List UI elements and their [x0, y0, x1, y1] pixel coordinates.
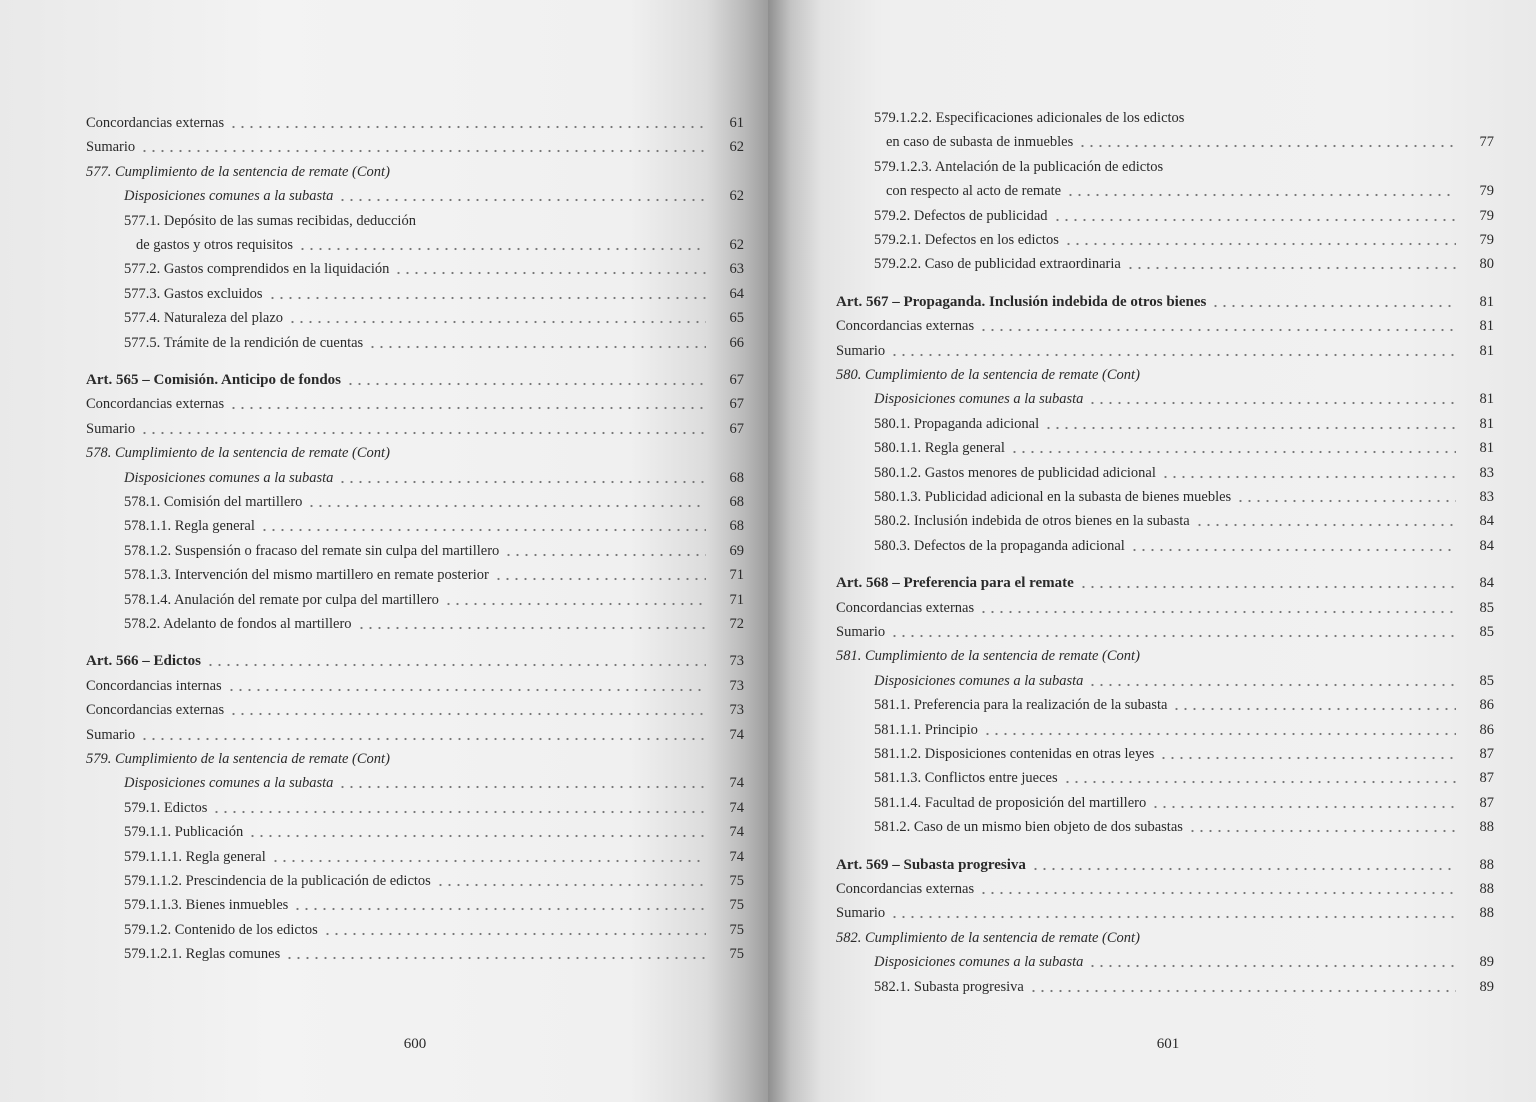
toc-entry: [86, 391, 744, 413]
toc-entry-title: 580.1.1. Regla general: [874, 440, 1005, 457]
toc-entry-page: 67: [729, 420, 744, 437]
dot-leader: [293, 897, 706, 911]
toc-entry-page: 89: [1479, 954, 1494, 971]
toc-entry-title: Art. 566 – Edictos: [86, 653, 201, 670]
toc-entry: [836, 717, 1494, 739]
toc-entry-title: 579.1.2.3. Antelación de la publicación de edictos: [874, 158, 1164, 175]
toc-entry-title: 582.1. Subasta progresiva: [874, 978, 1024, 995]
dot-leader: [394, 261, 706, 275]
toc-entry: [86, 305, 744, 327]
toc-entry-page: 74: [729, 775, 744, 792]
toc-entry: [836, 852, 1494, 874]
toc-entry: [86, 465, 744, 487]
toc-entry-title: 579.1.2.1. Reglas comunes: [124, 946, 281, 963]
toc-entry-page: 85: [1479, 624, 1494, 640]
toc-entry-page: 89: [1479, 978, 1494, 995]
dot-leader: [346, 372, 706, 386]
toc-entry-title: 580.1. Propaganda adicional: [874, 415, 1040, 432]
toc-entry: [836, 386, 1494, 408]
toc-entry-title: 578.1.2. Suspensión o fracaso del remate sin culpa del martillero: [124, 542, 500, 559]
toc-entry-title: Concordancias internas: [86, 677, 222, 694]
toc-entry: [86, 941, 744, 963]
toc-entry-page: 67: [729, 372, 744, 388]
toc-entry: [86, 367, 744, 389]
toc-entry-title: 579. Cumplimiento de la sentencia de remate (Cont): [86, 751, 390, 767]
dot-leader: [1195, 513, 1456, 527]
toc-entry-title: 579.2.1. Defectos en los edictos: [874, 232, 1059, 248]
toc-entry-page: 88: [1479, 819, 1494, 836]
toc-entry-page: 84: [1479, 575, 1494, 592]
toc-entry-title: 581.1.1. Principio: [874, 721, 978, 738]
toc-entry-page: 68: [729, 494, 744, 510]
toc-entry-title: 579.1.2.2. Especificaciones adicionales de los edictos: [874, 110, 1185, 126]
toc-entry: [836, 411, 1494, 433]
toc-entry-title: Sumario: [836, 905, 886, 922]
toc-entry: [836, 790, 1494, 812]
right-page: [768, 0, 1536, 1102]
dot-leader: [979, 318, 1456, 332]
toc-entry-title: Concordancias externas: [836, 881, 975, 897]
toc-entry-page: 81: [1479, 293, 1494, 310]
toc-entry: [86, 917, 744, 939]
toc-entry: [86, 562, 744, 584]
toc-entry: [86, 892, 744, 914]
toc-entry: [836, 814, 1494, 836]
toc-entry-page: 74: [729, 726, 744, 743]
dot-leader: [260, 518, 706, 532]
toc-entry-page: 88: [1479, 881, 1494, 897]
toc-entry-title: 578.1.1. Regla general: [124, 518, 255, 535]
toc-entry-title: 582. Cumplimiento de la sentencia de remate (Cont): [836, 929, 1140, 946]
toc-entry: [86, 489, 744, 511]
toc-entry: [836, 289, 1494, 311]
dot-leader: [890, 343, 1456, 357]
dot-leader: [1159, 746, 1456, 760]
toc-entry-title: Disposiciones comunes a la subasta: [874, 954, 1084, 971]
toc-entry: [86, 868, 744, 890]
dot-leader: [271, 849, 706, 863]
toc-entry: [86, 673, 744, 695]
dot-leader: [368, 335, 706, 349]
toc-entry: [86, 819, 744, 841]
dot-leader: [229, 396, 706, 410]
toc-entry-title: 579.1.2. Contenido de los edictos: [124, 921, 318, 938]
toc-entry-title: Disposiciones comunes a la subasta: [874, 672, 1084, 689]
dot-leader: [1066, 183, 1456, 197]
toc-entry-title: 580.2. Inclusión indebida de otros bienes en la subasta: [874, 513, 1190, 530]
toc-entry: [836, 949, 1494, 971]
toc-entry-page: 71: [729, 567, 744, 584]
toc-entry-page: 79: [1479, 232, 1494, 248]
toc-entry: [836, 460, 1494, 482]
dot-leader: [1029, 979, 1456, 993]
toc-entry-title: Concordancias externas: [86, 396, 225, 413]
dot-leader: [229, 702, 706, 716]
toc-entry-title: Art. 568 – Preferencia para el remate: [836, 575, 1074, 592]
toc-entry: [836, 338, 1494, 360]
toc-entry-title: Art. 565 – Comisión. Anticipo de fondos: [86, 372, 342, 388]
dot-leader: [298, 237, 706, 251]
toc-entry: [836, 974, 1494, 996]
toc-entry-title: Disposiciones comunes a la subasta: [124, 188, 334, 205]
dot-leader: [1078, 134, 1456, 148]
toc-entry: [836, 533, 1494, 555]
toc-entry-page: 80: [1479, 256, 1494, 273]
toc-entry: [86, 648, 744, 670]
toc-entry-title: 577.1. Depósito de las sumas recibidas, deducción: [124, 212, 416, 229]
dot-leader: [1126, 256, 1456, 270]
toc-entry: [86, 330, 744, 352]
toc-entry: [86, 611, 744, 633]
toc-entry-title: con respecto al acto de remate: [886, 183, 1062, 200]
dot-leader: [494, 567, 706, 581]
dot-leader: [1172, 697, 1456, 711]
toc-entry-title: Sumario: [86, 726, 136, 743]
toc-entry: [836, 251, 1494, 273]
toc-entry: [836, 178, 1494, 200]
toc-entry: [86, 697, 744, 719]
toc-entry-title: 579.1.1.3. Bienes inmuebles: [124, 897, 289, 914]
toc-entry: [86, 587, 744, 609]
dot-leader: [1044, 416, 1456, 430]
dot-leader: [979, 600, 1456, 614]
toc-entry-page: 71: [729, 591, 744, 608]
toc-entry: [86, 134, 744, 156]
toc-entry-page: 84: [1479, 537, 1494, 554]
toc-entry-title: Disposiciones comunes a la subasta: [124, 469, 334, 486]
dot-leader: [140, 727, 706, 741]
dot-leader: [206, 653, 706, 667]
toc-entry-page: 75: [729, 946, 744, 963]
toc-entry-page: 66: [729, 334, 744, 351]
dot-leader: [288, 310, 706, 324]
toc-entry: [86, 110, 744, 132]
toc-entry: [86, 844, 744, 866]
toc-entry-page: 85: [1479, 599, 1494, 616]
toc-entry-title: 577. Cumplimiento de la sentencia de remate (Cont): [86, 163, 390, 180]
dot-leader: [140, 139, 706, 153]
toc-entry-title: 580.3. Defectos de la propaganda adicional: [874, 537, 1125, 554]
toc-entry-title: 581.2. Caso de un mismo bien objeto de dos subastas: [874, 819, 1183, 836]
dot-leader: [285, 946, 706, 960]
toc-entry: [836, 129, 1494, 151]
toc-entry-page: 86: [1479, 697, 1494, 714]
toc-entry-title: Disposiciones comunes a la subasta: [124, 775, 334, 792]
toc-entry: [86, 232, 744, 254]
dot-leader: [1130, 538, 1456, 552]
dot-leader: [1236, 489, 1456, 503]
toc-entry-title: 581.1.4. Facultad de proposición del martillero: [874, 794, 1147, 811]
toc-entry-page: 81: [1479, 318, 1494, 335]
dot-leader: [338, 470, 706, 484]
dot-leader: [1088, 391, 1456, 405]
toc-entry: [86, 722, 744, 744]
dot-leader: [1064, 232, 1456, 246]
toc-entry-page: 83: [1479, 464, 1494, 481]
toc-entry-title: 580.1.3. Publicidad adicional en la subasta de bienes muebles: [874, 489, 1232, 505]
toc-entry: [86, 770, 744, 792]
toc-entry-title: Concordancias externas: [86, 702, 225, 719]
toc-entry-title: de gastos y otros requisitos: [136, 237, 294, 253]
toc-entry-title: 579.2.2. Caso de publicidad extraordinaria: [874, 256, 1121, 273]
toc-entry-title: 578.1. Comisión del martillero: [124, 494, 303, 510]
toc-entry-page: 81: [1479, 342, 1494, 359]
dot-leader: [504, 543, 706, 557]
dot-leader: [1053, 208, 1456, 222]
toc-entry-page: 73: [729, 653, 744, 670]
toc-entry: [836, 105, 1494, 127]
toc-entry: [836, 925, 1494, 947]
dot-leader: [1031, 857, 1456, 871]
toc-entry-page: 68: [729, 518, 744, 535]
toc-entry-title: 581.1. Preferencia para la realización de la subasta: [874, 697, 1168, 714]
dot-leader: [1151, 795, 1456, 809]
dot-leader: [983, 722, 1456, 736]
toc-entry: [86, 538, 744, 560]
toc-entry-page: 63: [729, 261, 744, 278]
toc-entry: [836, 741, 1494, 763]
toc-entry-page: 67: [729, 396, 744, 413]
toc-entry-title: Concordancias externas: [836, 318, 975, 335]
toc-entry: [836, 313, 1494, 335]
dot-leader: [212, 800, 706, 814]
dot-leader: [307, 494, 706, 508]
toc-entry-title: Disposiciones comunes a la subasta: [874, 391, 1084, 408]
dot-leader: [338, 188, 706, 202]
toc-entry: [836, 668, 1494, 690]
dot-leader: [1188, 819, 1456, 833]
toc-entry-page: 68: [729, 469, 744, 486]
toc-entry-title: 580. Cumplimiento de la sentencia de remate (Cont): [836, 367, 1140, 383]
toc-entry-page: 81: [1479, 415, 1494, 432]
dot-leader: [890, 624, 1456, 638]
toc-entry: [86, 795, 744, 817]
dot-leader: [323, 922, 706, 936]
toc-entry-page: 79: [1479, 207, 1494, 224]
toc-entry-title: 579.1.1.2. Prescindencia de la publicación de edictos: [124, 873, 431, 889]
toc-entry: [836, 692, 1494, 714]
toc-entry: [836, 227, 1494, 249]
right-page-number: 601: [1156, 1036, 1180, 1052]
toc-entry-page: 86: [1479, 721, 1494, 738]
toc-entry: [836, 362, 1494, 384]
toc-entry-title: 578.1.3. Intervención del mismo martillero en remate posterior: [124, 567, 489, 584]
toc-entry-title: 579.1. Edictos: [124, 799, 208, 816]
toc-entry-page: 62: [729, 237, 744, 253]
toc-entry: [86, 416, 744, 438]
toc-entry-title: Art. 567 – Propaganda. Inclusión indebida de otros bienes: [836, 293, 1207, 310]
toc-entry-title: Sumario: [836, 624, 886, 640]
dot-leader: [890, 905, 1456, 919]
dot-leader: [436, 873, 706, 887]
toc-entry: [86, 281, 744, 303]
toc-entry-page: 65: [729, 310, 744, 327]
dot-leader: [1079, 575, 1456, 589]
toc-entry: [836, 484, 1494, 506]
toc-entry-page: 72: [729, 616, 744, 632]
toc-entry-title: 581.1.2. Disposiciones contenidas en otras leyes: [874, 746, 1155, 762]
toc-entry-page: 87: [1479, 746, 1494, 762]
dot-leader: [268, 286, 706, 300]
toc-entry: [836, 203, 1494, 225]
toc-entry: [836, 435, 1494, 457]
dot-leader: [444, 592, 706, 606]
dot-leader: [1211, 294, 1456, 308]
toc-entry-title: 578.2. Adelanto de fondos al martillero: [124, 616, 352, 632]
toc-entry-page: 74: [729, 799, 744, 816]
toc-entry-title: Art. 569 – Subasta progresiva: [836, 856, 1026, 873]
toc-entry-page: 73: [729, 677, 744, 694]
toc-entry-page: 84: [1479, 513, 1494, 530]
toc-entry-page: 77: [1479, 134, 1494, 151]
toc-entry-page: 79: [1479, 183, 1494, 200]
toc-entry-title: 578. Cumplimiento de la sentencia de remate (Cont): [86, 445, 390, 462]
toc-entry-page: 73: [729, 702, 744, 719]
dot-leader: [1088, 673, 1456, 687]
dot-leader: [338, 775, 706, 789]
toc-entry-title: 579.1.1.1. Regla general: [124, 848, 266, 865]
toc-entry-title: 580.1.2. Gastos menores de publicidad adicional: [874, 464, 1156, 481]
toc-entry-title: 579.2. Defectos de publicidad: [874, 207, 1048, 224]
dot-leader: [1063, 770, 1456, 784]
toc-entry: [86, 256, 744, 278]
toc-entry: [86, 513, 744, 535]
toc-entry: [836, 619, 1494, 641]
toc-entry-title: Concordancias externas: [86, 115, 225, 131]
toc-entry-title: 581.1.3. Conflictos entre jueces: [874, 770, 1058, 787]
toc-entry: [86, 440, 744, 462]
toc-entry-page: 64: [729, 285, 744, 302]
dot-leader: [248, 824, 706, 838]
dot-leader: [229, 115, 706, 129]
toc-entry: [836, 595, 1494, 617]
toc-entry-page: 83: [1479, 489, 1494, 505]
toc-entry-page: 74: [729, 824, 744, 841]
toc-entry-page: 88: [1479, 905, 1494, 922]
dot-leader: [979, 881, 1456, 895]
toc-entry-page: 81: [1479, 391, 1494, 408]
toc-entry-page: 81: [1479, 440, 1494, 457]
toc-entry-title: 577.5. Trámite de la rendición de cuentas: [124, 334, 364, 351]
toc-entry-title: Sumario: [836, 342, 886, 359]
left-page-number: 600: [403, 1036, 427, 1052]
toc-entry-page: 69: [729, 542, 744, 559]
toc-entry-title: Sumario: [86, 139, 136, 156]
toc-entry-page: 85: [1479, 672, 1494, 689]
toc-entry-page: 87: [1479, 794, 1494, 811]
dot-leader: [140, 421, 706, 435]
dot-leader: [227, 678, 706, 692]
toc-entry: [86, 746, 744, 768]
toc-entry-page: 87: [1479, 770, 1494, 787]
toc-entry: [86, 159, 744, 181]
toc-entry-title: Concordancias externas: [836, 599, 975, 616]
toc-entry: [836, 900, 1494, 922]
toc-entry: [836, 643, 1494, 665]
toc-entry-title: en caso de subasta de inmuebles: [886, 134, 1074, 151]
toc-entry: [86, 208, 744, 230]
toc-entry: [836, 876, 1494, 898]
dot-leader: [1010, 440, 1456, 454]
toc-entry-title: 577.2. Gastos comprendidos en la liquidación: [124, 261, 390, 278]
toc-entry-title: 577.3. Gastos excluidos: [124, 285, 263, 302]
dot-leader: [1088, 954, 1456, 968]
toc-entry: [836, 765, 1494, 787]
dot-leader: [357, 616, 706, 630]
toc-entry: [836, 154, 1494, 176]
toc-entry-page: 88: [1479, 856, 1494, 873]
toc-entry-page: 74: [729, 848, 744, 865]
toc-entry-title: 581. Cumplimiento de la sentencia de remate (Cont): [836, 648, 1140, 665]
toc-entry: [836, 508, 1494, 530]
toc-entry-title: 579.1.1. Publicación: [124, 824, 244, 841]
toc-entry-page: 61: [729, 115, 744, 131]
toc-entry-title: 578.1.4. Anulación del remate por culpa del martillero: [124, 591, 439, 608]
toc-entry-page: 62: [729, 188, 744, 205]
toc-entry-page: 75: [729, 921, 744, 938]
toc-entry: [836, 570, 1494, 592]
dot-leader: [1161, 465, 1456, 479]
toc-entry-title: Sumario: [86, 420, 136, 437]
toc-entry-page: 62: [729, 139, 744, 156]
toc-entry-title: 577.4. Naturaleza del plazo: [124, 310, 284, 327]
toc-entry-page: 75: [729, 873, 744, 889]
toc-entry: [86, 183, 744, 205]
toc-entry-page: 75: [729, 897, 744, 914]
